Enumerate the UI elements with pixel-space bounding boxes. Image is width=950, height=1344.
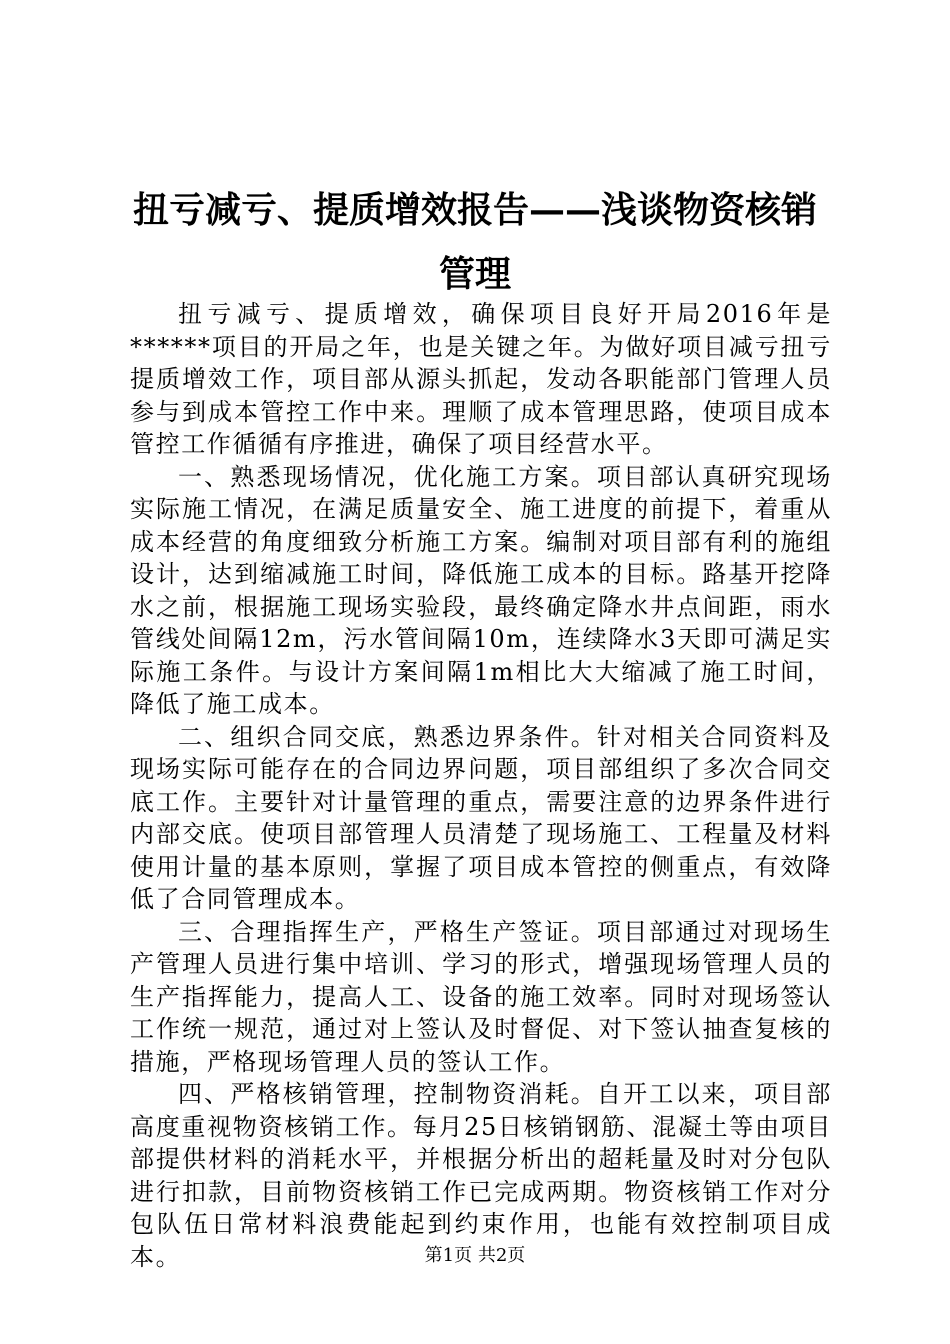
page-footer: 第1页 共2页 bbox=[424, 1245, 526, 1266]
paragraph-section-4: 四、严格核销管理，控制物资消耗。自开工以来，项目部高度重视物资核销工作。每月25日核销钢筋、混凝土等由项目部提供材料的消耗水平，并根据分析出的超耗量及时对分包队进行扣款，目前物资核销工作已完成两期。物资核销工作对分包队伍日常材料浪费能起到约束作用，也能有效控制项目成本。 bbox=[130, 1080, 832, 1271]
document-body bbox=[130, 298, 832, 1273]
paragraph-intro: 扭亏减亏、提质增效，确保项目良好开局2016年是******项目的开局之年，也是关键之年。为做好项目减亏扭亏提质增效工作，项目部从源头抓起，发动各职能部门管理人员参与到成本管控工作中来。理顺了成本管理思路，使项目成本管控工作循循有序推进，确保了项目经营水平。 bbox=[130, 300, 832, 458]
paragraph-section-3: 三、合理指挥生产，严格生产签证。项目部通过对现场生产管理人员进行集中培训、学习的形式，增强现场管理人员的生产指挥能力，提高人工、设备的施工效率。同时对现场签认工作统一规范，通过对上签认及时督促、对下签认抽查复核的措施，严格现场管理人员的签认工作。 bbox=[130, 917, 832, 1076]
paragraph-section-1: 一、熟悉现场情况，优化施工方案。项目部认真研究现场实际施工情况，在满足质量安全、施工进度的前提下，着重从成本经营的角度细致分析施工方案。编制对项目部有利的施组设计，达到缩减施工时间，降低施工成本的目标。路基开挖降水之前，根据施工现场实验段，最终确定降水井点间距，雨水管线处间隔12m，污水管间隔10m，连续降水3天即可满足实际施工条件。与设计方案间隔1m相比大大缩减了施工时间，降低了施工成本。 bbox=[130, 462, 832, 718]
paragraph-section-2: 二、组织合同交底，熟悉边界条件。针对相关合同资料及现场实际可能存在的合同边界问题，项目部组织了多次合同交底工作。主要针对计量管理的重点，需要注意的边界条件进行内部交底。使项目部管理人员清楚了现场施工、工程量及材料使用计量的基本原则，掌握了项目成本管控的侧重点，有效降低了合同管理成本。 bbox=[130, 722, 832, 913]
document-title: 扭亏减亏、提质增效报告——浅谈物资核销管理 bbox=[132, 189, 817, 295]
